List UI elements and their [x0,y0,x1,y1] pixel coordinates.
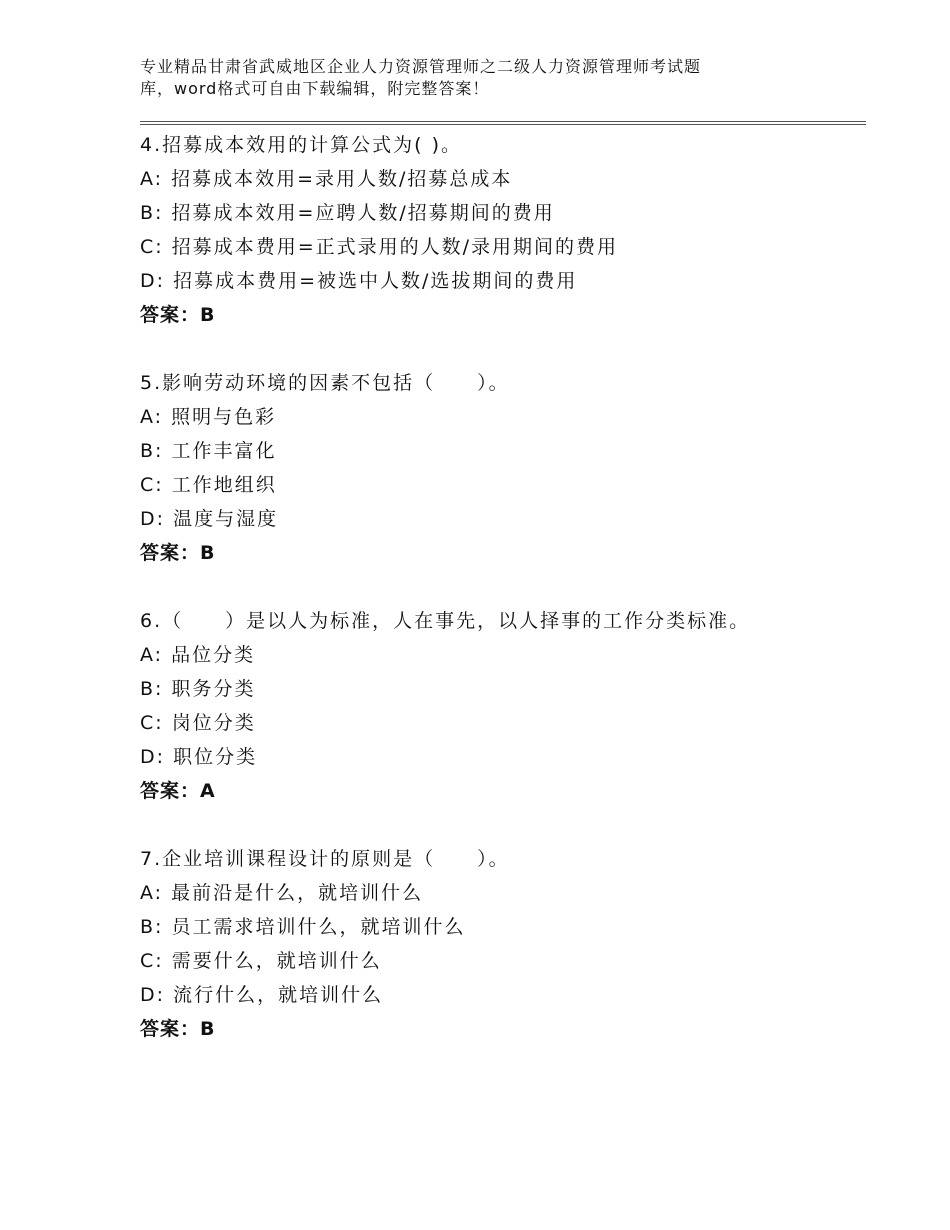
option-d: D: 温度与湿度 [140,508,279,530]
header-divider-bottom [140,124,866,125]
option-b: B: 职务分类 [140,678,256,700]
option-c: C: 工作地组织 [140,474,277,496]
header-line-1: 专业精品甘肃省武威地区企业人力资源管理师之二级人力资源管理师考试题 [140,57,702,76]
question-7 [140,842,866,1046]
option-c: C: 招募成本费用=正式录用的人数/录用期间的费用 [140,236,619,258]
question-stem: 5.影响劳动环境的因素不包括（ ）。 [140,372,510,394]
header-divider-top [140,121,866,122]
question-5 [140,366,866,570]
answer-line: 答案：B [140,1018,216,1040]
option-b: B: 员工需求培训什么，就培训什么 [140,916,466,938]
option-c: C: 岗位分类 [140,712,256,734]
option-a: A: 最前沿是什么，就培训什么 [140,882,424,904]
header-line-2: 库，word格式可自由下载编辑，附完整答案！ [140,79,490,98]
option-c: C: 需要什么，就培训什么 [140,950,382,972]
option-b: B: 工作丰富化 [140,440,277,462]
question-stem: 6.（ ）是以人为标准，人在事先，以人择事的工作分类标准。 [140,610,751,632]
answer-line: 答案：A [140,780,216,802]
question-4 [140,128,866,332]
answer-line: 答案：B [140,542,216,564]
document-header [140,56,840,100]
option-a: A: 招募成本效用=录用人数/招募总成本 [140,168,513,190]
question-list [140,128,866,1046]
question-stem: 7.企业培训课程设计的原则是（ ）。 [140,848,510,870]
option-d: D: 职位分类 [140,746,258,768]
question-stem: 4.招募成本效用的计算公式为( )。 [140,134,462,156]
option-d: D: 招募成本费用=被选中人数/选拔期间的费用 [140,270,578,292]
option-a: A: 品位分类 [140,644,256,666]
option-b: B: 招募成本效用=应聘人数/招募期间的费用 [140,202,555,224]
answer-line: 答案：B [140,304,216,326]
question-6 [140,604,866,808]
option-a: A: 照明与色彩 [140,406,277,428]
option-d: D: 流行什么，就培训什么 [140,984,384,1006]
